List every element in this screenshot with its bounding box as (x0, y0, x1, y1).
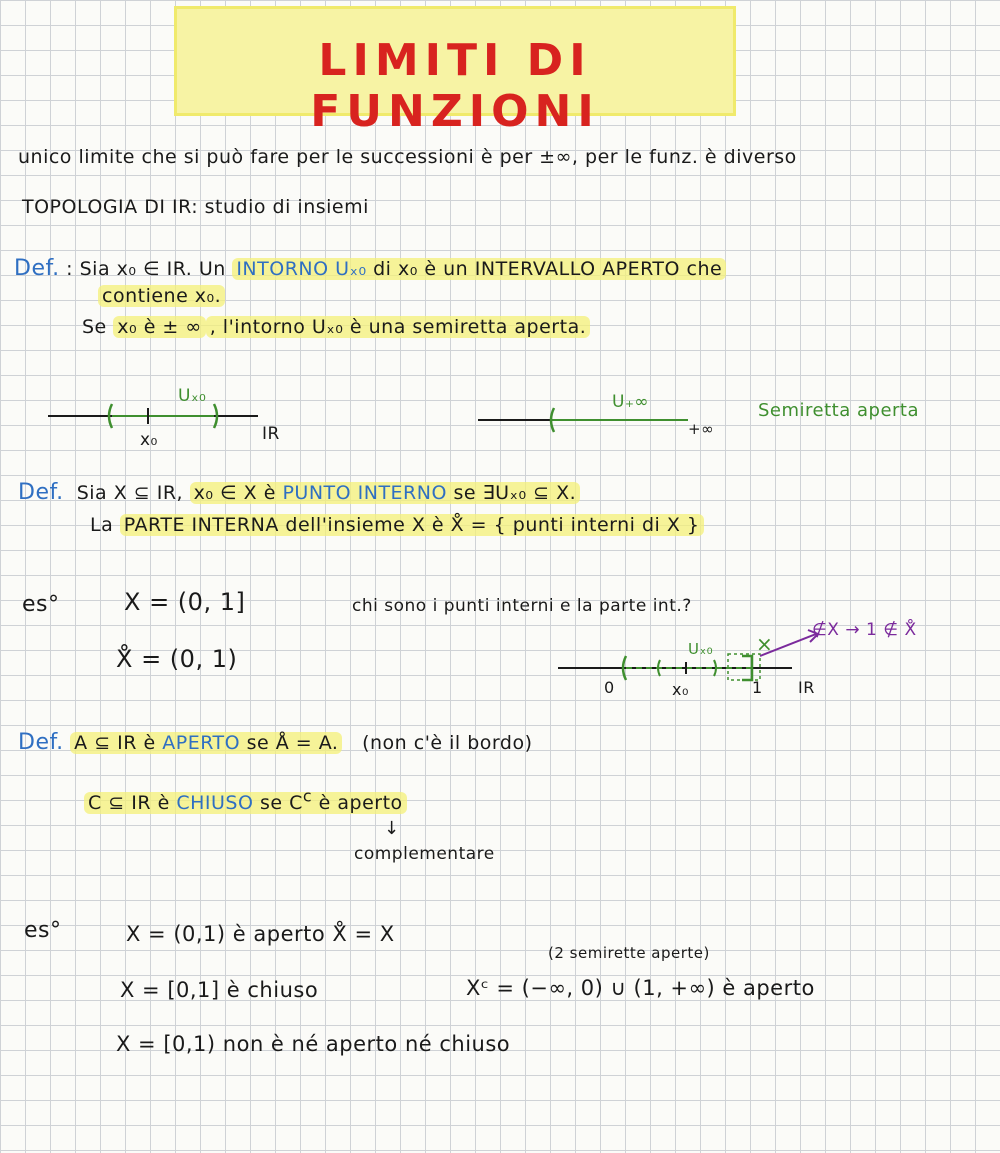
fig1-plusinf-label: +∞ (688, 420, 715, 438)
def2-term: PUNTO INTERNO (282, 482, 447, 504)
def1-line1-a: : Sia x₀ ∈ IR. Un (66, 258, 226, 280)
fig1-u-label: Uₓ₀ (178, 386, 207, 406)
ex1-fig-x0: x₀ (672, 680, 689, 699)
ex1-set: X = (0, 1] (124, 588, 246, 616)
ex1-label: es° (22, 592, 60, 617)
ex1-question: chi sono i punti interni e la parte int.? (352, 596, 692, 616)
def3-arrow: ↓ (384, 818, 400, 839)
def1-line3-b: x₀ è ± ∞ (113, 316, 205, 338)
ex2-row2: X = [0,1] è chiuso (120, 978, 319, 1002)
intro-line: unico limite che si può fare per le successioni è per ±∞, per le funz. è diverso (18, 146, 797, 168)
ex1-fig-cross: × (756, 632, 774, 656)
ex1-fig-one: 1 (752, 678, 763, 697)
def2-tag: Def. (18, 480, 64, 505)
def3-term2: CHIUSO (176, 792, 254, 815)
def2-line2-b: dell'insieme X è X̊ = { punti interni di X } (285, 514, 700, 536)
def3-line1-b: se Å = A. (246, 732, 339, 754)
def2-line2-a: La (90, 514, 114, 536)
def3-line2-a: C ⊆ IR è (88, 792, 170, 815)
def1-term: INTORNO Uₓ₀ (236, 258, 367, 280)
def3-term: APERTO (162, 732, 241, 754)
def3-note-below: complementare (354, 844, 495, 864)
def2-line1-a: Sia X ⊆ IR, (76, 482, 184, 504)
def1-line2: contiene x₀. (98, 285, 225, 307)
ex1-fig-zero: 0 (604, 678, 615, 697)
def2-term2: PARTE INTERNA (123, 514, 279, 536)
ex2-row2-comp: Xᶜ = (−∞, 0) ∪ (1, +∞) è aperto (466, 976, 815, 1000)
fig1-uinf-label: U₊∞ (612, 392, 650, 412)
def3-line2-b: se C (260, 792, 303, 815)
def3-note: (non c'è il bordo) (362, 732, 533, 754)
def1-line3-c: , l'intorno Uₓ₀ è una semiretta aperta. (206, 316, 591, 338)
ex1-purple-note: ∉X → 1 ∉ X̊ (812, 620, 917, 640)
def3-line2-sup: c (302, 787, 313, 806)
ex1-fig-axis: IR (798, 678, 815, 697)
ex2-row3: X = [0,1) non è né aperto né chiuso (116, 1032, 511, 1056)
def2-line1-c: se ∃Uₓ₀ ⊆ X. (453, 482, 577, 504)
def1-line3-a: Se (82, 316, 107, 338)
def3-line1-a: A ⊆ IR è (74, 732, 156, 754)
def2-line1-b: x₀ ∈ X è (193, 482, 276, 504)
fig1-axis-label: IR (262, 424, 280, 444)
ex2-row2-note: (2 semirette aperte) (548, 944, 710, 962)
ex2-label: es° (24, 918, 62, 943)
topology-line: TOPOLOGIA DI IR: studio di insiemi (22, 196, 369, 218)
ex1-fig-u: Uₓ₀ (688, 640, 714, 658)
ex1-purple-arrow (760, 634, 816, 656)
def1-tag: Def. (14, 256, 60, 281)
def3-line2-c: è aperto (318, 792, 403, 815)
ex1-interior: X̊ = (0, 1) (116, 645, 238, 673)
page-title: LIMITI DI FUNZIONI (310, 35, 600, 137)
fig1-semiretta-label: Semiretta aperta (758, 400, 919, 421)
def3-tag: Def. (18, 730, 64, 755)
ex2-row1: X = (0,1) è aperto X̊ = X (126, 922, 395, 946)
def1-line1-b: di x₀ è un INTERVALLO APERTO che (373, 258, 723, 280)
fig1-x0-label: x₀ (140, 430, 158, 450)
